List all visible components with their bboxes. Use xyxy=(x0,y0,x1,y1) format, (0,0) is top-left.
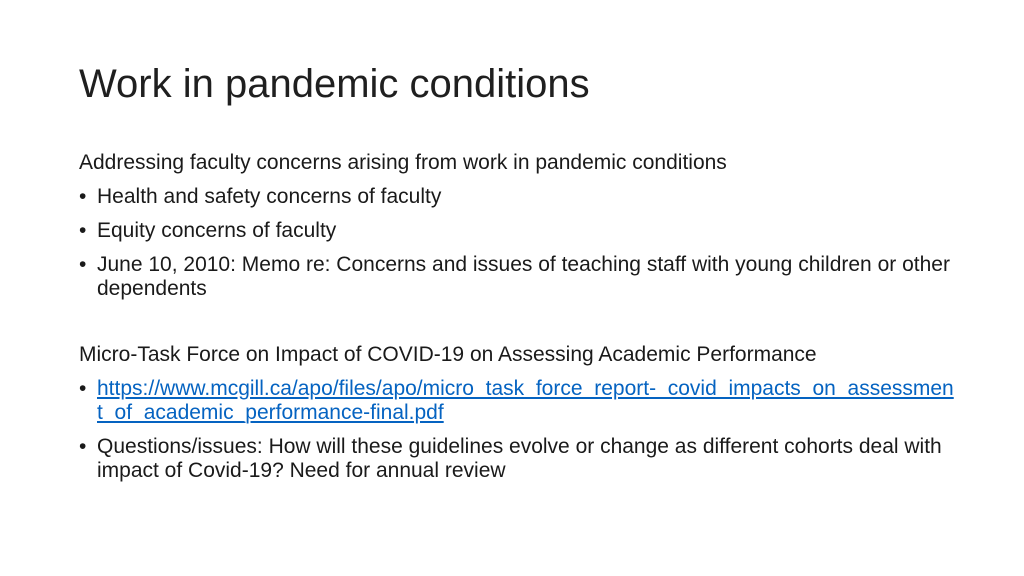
bullet-icon: • xyxy=(79,219,87,242)
bullet-icon: • xyxy=(79,185,87,208)
bullet-icon: • xyxy=(79,435,87,458)
bullet-list-micro-task-force xyxy=(79,377,959,483)
section-heading-faculty-concerns: Addressing faculty concerns arising from work in pandemic conditions xyxy=(79,151,727,174)
list-item xyxy=(79,377,959,425)
slide-title: Work in pandemic conditions xyxy=(79,62,590,106)
bullet-text: June 10, 2010: Memo re: Concerns and issues of teaching staff with young children or other dependents xyxy=(97,253,950,300)
slide-content xyxy=(79,151,959,493)
list-item xyxy=(79,219,959,243)
list-item xyxy=(79,185,959,209)
list-item xyxy=(79,253,959,301)
list-item xyxy=(79,435,959,483)
bullet-text: Health and safety concerns of faculty xyxy=(97,185,442,208)
bullet-icon: • xyxy=(79,253,87,276)
bullet-text: Equity concerns of faculty xyxy=(97,219,337,242)
bullet-text: Questions/issues: How will these guidelines evolve or change as different cohorts deal with impact of Covid-19? Need for annual review xyxy=(97,435,942,482)
report-link[interactable]: https://www.mcgill.ca/apo/files/apo/micro_task_force_report-_covid_impacts_on_assessment_of_academic_performance-final.pdf xyxy=(97,377,954,424)
bullet-list-faculty-concerns xyxy=(79,185,959,301)
bullet-icon: • xyxy=(79,377,87,400)
section-heading-micro-task-force: Micro-Task Force on Impact of COVID-19 on Assessing Academic Performance xyxy=(79,343,817,366)
